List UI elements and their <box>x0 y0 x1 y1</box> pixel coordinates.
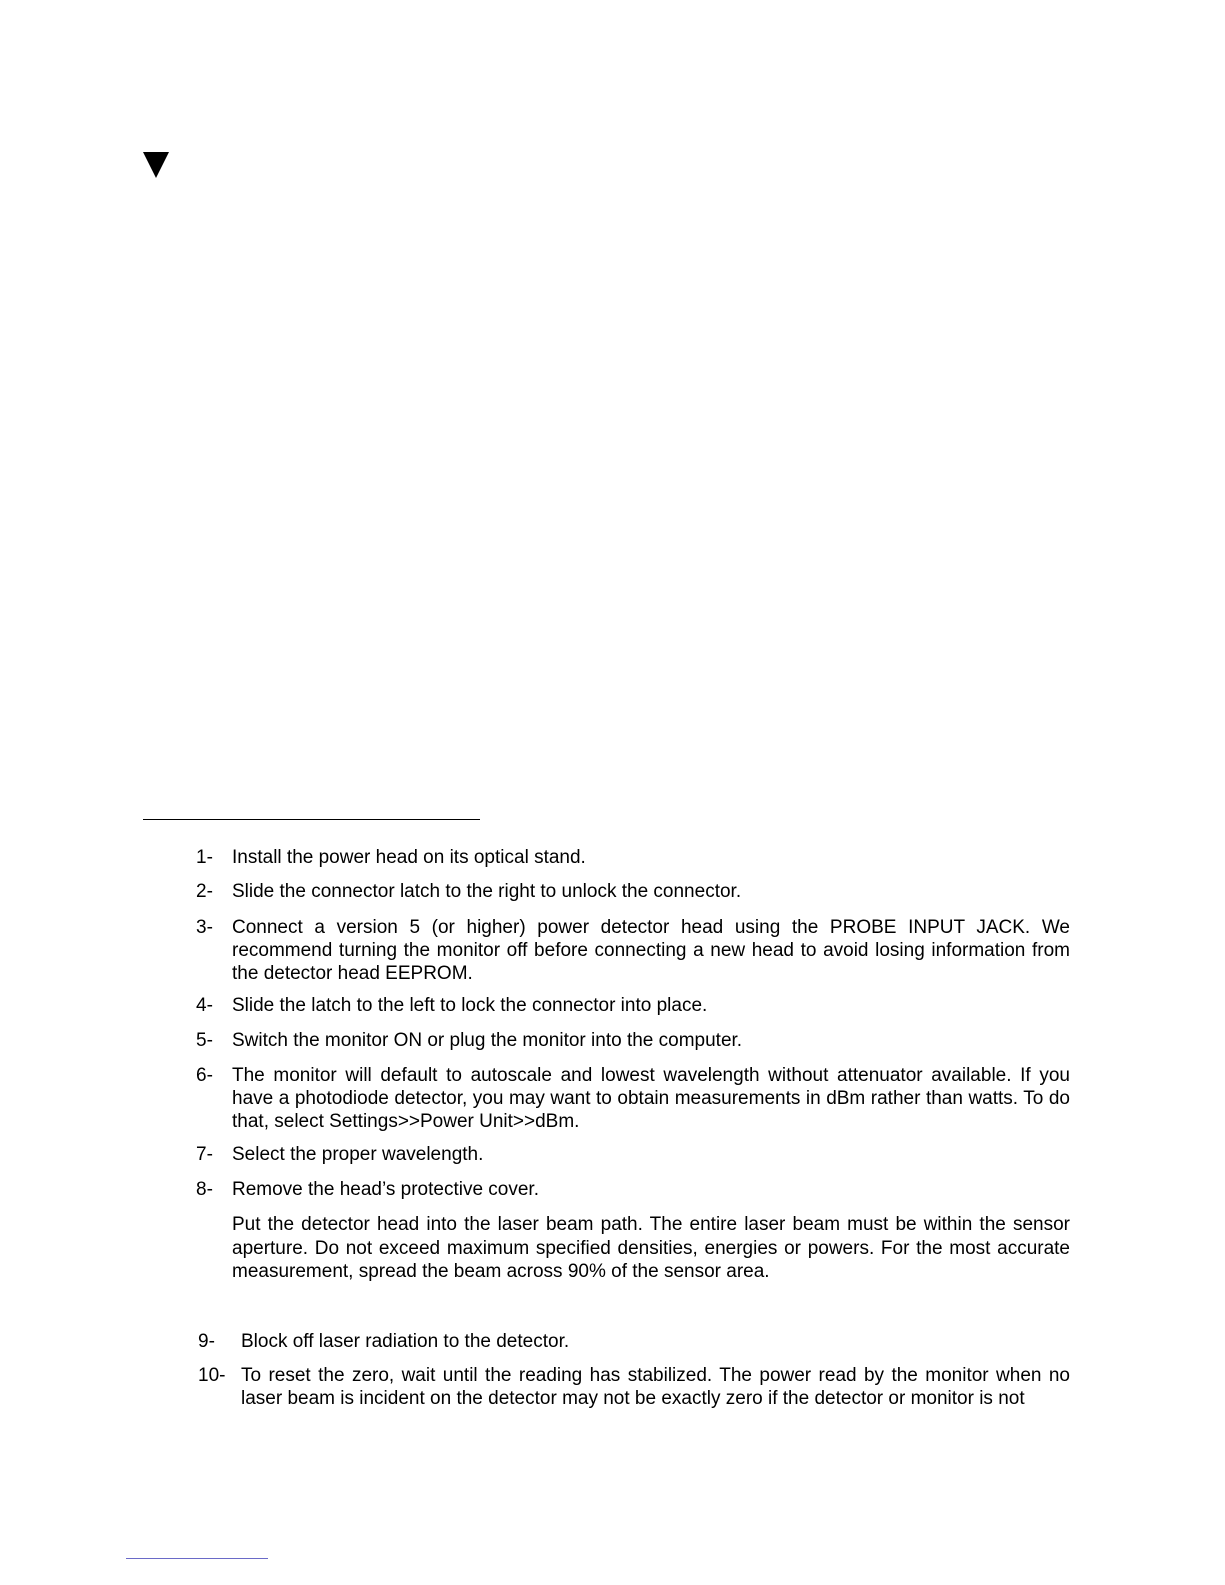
list-item <box>196 1143 1070 1166</box>
step-number: 2- <box>196 881 213 902</box>
list-item <box>196 916 1070 985</box>
list-item <box>198 1364 1070 1410</box>
step-number: 6- <box>196 1065 213 1086</box>
list-item <box>196 880 1070 903</box>
step-text: Connect a version 5 (or higher) power detector head using the PROBE INPUT JACK. We recommend turning the monitor off before connecting a new head to avoid losing information from the detector head EEPROM. <box>232 917 1070 984</box>
step-text: Slide the latch to the left to lock the connector into place. <box>232 995 708 1016</box>
step-number: 4- <box>196 995 213 1016</box>
list-item <box>196 1064 1070 1133</box>
step-number: 1- <box>196 847 213 868</box>
step-text: The monitor will default to autoscale and lowest wavelength without attenuator available. If you have a photodiode detector, you may want to obtain measurements in dBm rather than watts. To do that, select Settings>>Power Unit>>dBm. <box>232 1065 1070 1132</box>
step-text: Slide the connector latch to the right to unlock the connector. <box>232 881 742 902</box>
step-text: Block off laser radiation to the detector. <box>241 1331 570 1352</box>
section-divider <box>143 819 480 820</box>
list-item <box>198 1330 1070 1353</box>
list-item <box>196 994 1070 1017</box>
step-text: Install the power head on its optical stand. <box>232 847 586 868</box>
step-number: 3- <box>196 917 213 938</box>
step-number: 5- <box>196 1030 213 1051</box>
step-note: Put the detector head into the laser beam path. The entire laser beam must be within the sensor aperture. Do not exceed maximum specified densities, energies or powers. For the most accurate measurement, spread the beam across 90% of the sensor area. <box>232 1214 1070 1282</box>
list-item <box>196 846 1070 869</box>
list-item <box>196 1029 1070 1052</box>
footnote-divider <box>126 1558 268 1559</box>
step-number: 8- <box>196 1179 213 1200</box>
step-text: Select the proper wavelength. <box>232 1144 484 1165</box>
step-number: 9- <box>198 1331 215 1352</box>
list-item <box>196 1178 1070 1201</box>
step-text: Switch the monitor ON or plug the monitor into the computer. <box>232 1030 743 1051</box>
step-text: To reset the zero, wait until the reading has stabilized. The power read by the monitor when no laser beam is incident on the detector may not be exactly zero if the detector or monitor is not <box>241 1365 1070 1409</box>
step-number: 10- <box>198 1365 226 1386</box>
step-text: Remove the head’s protective cover. <box>232 1179 539 1200</box>
down-triangle-icon <box>143 152 169 178</box>
step-number: 7- <box>196 1144 213 1165</box>
